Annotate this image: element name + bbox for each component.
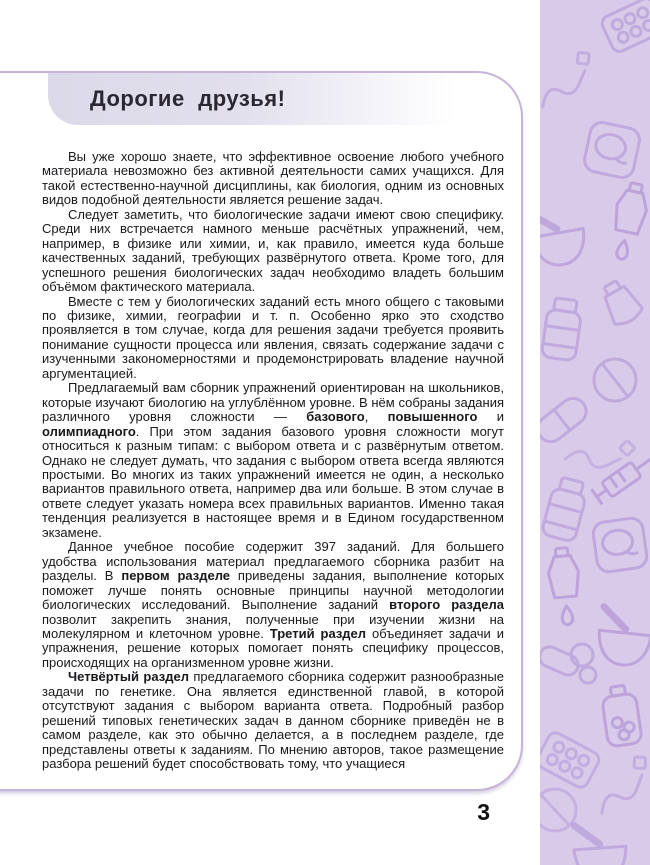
ointment-tube-icon [596,276,645,329]
paragraph: Вместе с тем у биологических заданий есть много общего с таковыми по физике, химии, географии и т. п. Особенно ярко это сходство проявляется в том случае, когда для решения задачи требуется проявить понимание сущности процесса или явления, связать содержание задачи с изученными закономерностями и продемонстрировать владение научной аргументацией. [42,293,504,381]
pill-bottle-icon [541,297,583,361]
paragraph: Данное учебное пособие содержит 397 заданий. Для большего удобства использования материал предлагаемого сборника разбит на разделы. В первом разделе приведены задания, выполнение которых поможет лучше понять основные принципы научной методологии биологических исследований. Выполнение заданий второго раздела позволит закрепить знания, полученные при изучении жизни на молекулярном и клеточном уровне. Третий раздел объединяет задачи и упражнения, решение которых помогает понять специфику процессов, происходящих на организменном уровне жизни. [42,539,504,670]
content-panel [0,71,523,791]
mortar-pestle-icon [572,822,628,865]
paragraph: Следует заметить, что биологические задачи имеют свою специфику. Среди них встречается намного меньше расчётных упражнений, чем, например, в физике или химии, и, как правило, имеется куда больше качественных заданий, требующих развёрнутого ответа. Кроме того, для успешного решения биологических задач необходимо владеть большим объёмом фактического материала. [42,206,504,295]
petri-dish-icon [592,517,648,573]
thread-needle-icon [565,420,637,484]
paragraph: Четвёртый раздел предлагаемого сборника содержит разнообразные задачи по генетике. Она является единственной главой, в которой отсутствуют задания с выбором варианта ответа. Подробный разбор решений типовых генетических задач в данном сборнике приведён не в самом разделе, как это обычно делается, а в последнем разделе, где представлены ответы к заданиям. По мнению авторов, такое размещение разбора решений будет способствовать тому, что учащиеся [42,669,504,772]
pharmacy-pattern [540,0,650,865]
tablet-icon [592,357,638,403]
mortar-pestle-icon [596,606,650,667]
capsule-icon [540,393,591,447]
body-text [42,150,504,798]
blister-pack-icon [540,730,602,790]
pill-bottle-icon [541,476,589,543]
paragraph: Предлагаемый вам сборник упражнений ориентирован на школьников, которые изучают биологию на углублённом уровне. В нём собраны задания различного уровня сложности — базового, повышенного и олимпиадного. При этом задания базового уровня сложности могут относиться к разным типам: с выбором ответа и с развёрнутым ответом. Однако не следует думать, что задания с выбором ответа всегда являются простыми. Во многих из таких упражнений имеется не один, а несколько вариантов правильного ответа, например два или больше. В этом случае в ответе следует указать номера всех правильных вариантов. Именно такая тенденция реализуется в настоящее время и в Едином государственном экзамене. [42,380,504,540]
tablet-icon [540,789,576,831]
page-number: 3 [477,799,490,825]
mortar-pestle-icon [540,205,589,269]
dropper-bottle-icon [606,181,650,263]
page-title: Дорогие друзья! [90,86,286,111]
paragraph: Вы уже хорошо знаете, что эффективное освоение любого учебного материала невозможно без активной деятельности самих учащихся. Для такой естественно-научной дисциплины, как биология, одним из основных видов подобной деятельности является решение задач. [42,150,504,208]
blister-pack-icon [600,0,650,54]
capsule-pills-icon [540,644,596,683]
petri-dish-icon [582,120,641,179]
pattern-strip [540,0,650,865]
dropper-bottle-icon [546,547,583,626]
thread-needle-icon [540,50,599,107]
pill-jar-icon [600,684,642,747]
header-tab [48,73,472,125]
